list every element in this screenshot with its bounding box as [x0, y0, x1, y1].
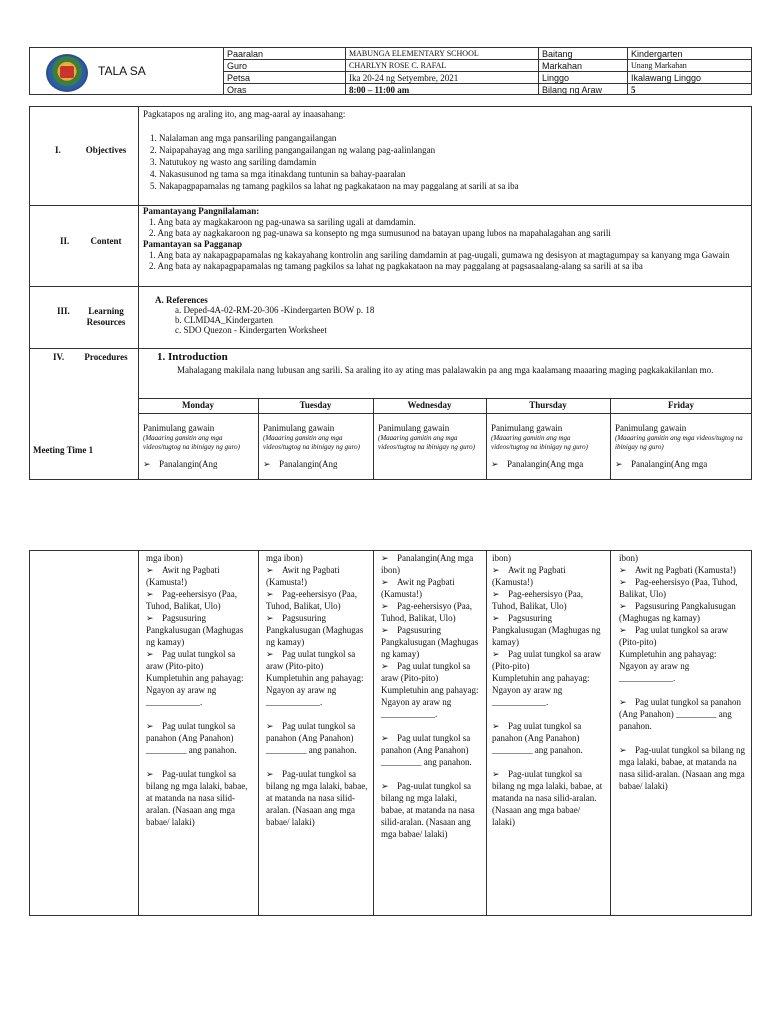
procedures-label: Procedures — [84, 352, 128, 362]
value-oras: 8:00 – 11:00 am — [349, 85, 410, 95]
activity-item: ➢ Pag uulat tungkol sa panahon (Ang Panahon) _________ ang panahon. — [619, 697, 741, 731]
content-paragraph: 2. Ang bata ay nagkakaroon ng pag-unawa sa konsepto ng mga sumusunod na batayan upang lubos na mapahalagahan ang sarili — [149, 228, 611, 238]
activity-item: ➢ Pagsusuring Pangkalusugan (Maghugas ng kamay) — [146, 613, 244, 647]
activity-item — [266, 708, 368, 720]
arrow-bullet-icon: ➢ — [266, 769, 274, 779]
activity-item: ➢ Pag-uulat tungkol sa bilang ng mga lalaki, babae, at matanda na nasa silid-aralan. (Nasaan ang mga babae/ lalaki) — [619, 745, 745, 791]
gawain-label: Panimulang gawain — [615, 423, 687, 433]
activity-item: ➢ Pag uulat tungkol sa araw (Pito-pito) — [492, 649, 601, 671]
objective-item: 5. Nakapagpapamalas ng tamang pagkilos sa lahat ng pagkakataon na may paggalang at sarili at sa iba — [159, 180, 747, 192]
arrow-bullet-icon: ➢ — [263, 459, 271, 469]
gawain-note: (Maaaring gamitin ang mga videos/tugtog na ibinigay ng guro) — [491, 434, 588, 451]
objectives-label: Objectives — [85, 145, 127, 155]
activity-item: ➢ Pag-uulat tungkol sa bilang ng mga lalaki, babae, at matanda na nasa silid-aralan. (Nasaan ang mga babae/ lalaki) — [492, 769, 603, 827]
arrow-bullet-icon: ➢ — [619, 565, 627, 575]
gawain-note: (Maaaring gamitin ang mga videos/tugtog na ibinigay ng guro) — [263, 434, 360, 451]
resources-label-2: Resources — [86, 317, 126, 327]
label-bilang-ng-araw: Bilang ng Araw — [542, 85, 603, 95]
activity-item: ➢ Pag uulat tungkol sa araw (Pito-pito) — [266, 649, 356, 671]
content-number: II. — [60, 236, 70, 246]
reference-item: a. Deped-4A-02-RM-20-306 -Kindergarten BOW p. 18 — [175, 305, 375, 315]
content-paragraph: 1. Ang bata ay magkakaroon ng pag-unawa sa sariling ugali at damdamin. — [149, 217, 416, 227]
arrow-bullet-icon: ➢ — [381, 733, 389, 743]
label-linggo: Linggo — [542, 73, 570, 83]
gawain-label: Panimulang gawain — [378, 423, 450, 433]
label-baitang: Baitang — [542, 49, 573, 59]
activity-item: ➢ Pag uulat tungkol sa araw (Pito-pito) — [381, 661, 471, 683]
activity-item: ➢ Pag-eehersisyo (Paa, Tuhod, Balikat, Ulo) — [381, 601, 472, 623]
arrow-bullet-icon: ➢ — [492, 649, 500, 659]
activity-item: ➢ Pag-uulat tungkol sa bilang ng mga lalaki, babae, at matanda na nasa silid-aralan. (Nasaan ang mga babae/ lalaki) — [146, 769, 248, 827]
wednesday-start-cell — [375, 422, 485, 452]
arrow-bullet-icon: ➢ — [381, 661, 389, 671]
label-guro: Guro — [227, 61, 248, 71]
day-tuesday: Tuesday — [299, 400, 332, 410]
activity-item — [266, 756, 368, 768]
value-guro: CHARLYN ROSE C. RAFAL — [349, 61, 447, 70]
activity-item: mga ibon) — [146, 553, 183, 563]
activity-item — [619, 684, 747, 696]
content-paragraph: 2. Ang bata ay nakapagpapamalas ng tamang pagkilos sa lahat ng pagkakataon na may paggalang at pagsasaalang-alang sa sarili at sa iba — [149, 261, 643, 271]
arrow-bullet-icon: ➢ — [146, 721, 154, 731]
value-bilang-ng-araw: 5 — [631, 85, 636, 95]
day-wednesday: Wednesday — [407, 400, 452, 410]
activity-item — [619, 732, 747, 744]
activity-item: ➢ Pag-uulat tungkol sa bilang ng mga lalaki, babae, at matanda na nasa silid-aralan. (Nasaan ang mga babae/ lalaki) — [266, 769, 368, 827]
activity-item: ➢ Awit ng Pagbati (Kamusta!) — [266, 565, 340, 587]
content-heading-2: Pamantayan sa Pagganap — [143, 239, 243, 249]
introduction-text: Mahalagang makilala nang lubusan ang sarili. Sa araling ito ay ating mas palalawakin pa ang mga kaalamang maaaring maging pagkakakilanlan mo. — [177, 365, 714, 375]
meeting-time-label: Meeting Time 1 — [33, 445, 94, 455]
label-oras: Oras — [227, 85, 247, 95]
header-title: TALA SA — [98, 64, 146, 78]
value-linggo: Ikalawang Linggo — [631, 73, 702, 83]
activity-item — [492, 756, 605, 768]
day-monday: Monday — [181, 400, 214, 410]
day-friday: Friday — [668, 400, 694, 410]
arrow-bullet-icon: ➢ — [146, 649, 154, 659]
arrow-bullet-icon: ➢ — [492, 613, 500, 623]
school-logo — [46, 54, 88, 92]
arrow-bullet-icon: ➢ — [619, 577, 627, 587]
activity-item — [146, 708, 252, 720]
activity-item: ➢ Pagsusuring Pangkalusugan (Maghugas ng kamay) — [619, 601, 736, 623]
introduction-title: 1. Introduction — [157, 351, 228, 363]
arrow-bullet-icon: ➢ — [381, 577, 389, 587]
resources-label-1: Learning — [88, 306, 124, 316]
activity-item: ➢ Awit ng Pagbati (Kamusta!) — [146, 565, 220, 587]
reference-item: c. SDO Quezon - Kindergarten Worksheet — [175, 325, 327, 335]
gawain-note: (Maaaring gamitin ang mga videos/tugtog na ibinigay ng guro) — [378, 434, 475, 451]
references-heading: A. References — [155, 295, 208, 305]
objectives-intro: Pagkatapos ng araling ito, ang mag-aaral ay inaasahang: — [143, 109, 346, 119]
arrow-bullet-icon: ➢ — [266, 721, 274, 731]
objective-item: 4. Nakasusunod ng tama sa mga itinakdang tuntunin sa bahay-paaralan — [159, 168, 747, 180]
arrow-bullet-icon: ➢ — [491, 459, 499, 469]
label-petsa: Petsa — [227, 73, 251, 83]
activity-item: ➢ Pag uulat tungkol sa panahon (Ang Panahon) _________ ang panahon. — [266, 721, 357, 755]
value-markahan: Unang Markahan — [631, 61, 687, 70]
arrow-bullet-icon: ➢ — [266, 613, 274, 623]
value-paaralan: MABUNGA ELEMENTARY SCHOOL — [349, 49, 479, 58]
monday-activities — [143, 552, 255, 828]
activity-item: Kumpletuhin ang pahayag: Ngayon ay araw ng ____________. — [266, 673, 364, 707]
arrow-bullet-icon: ➢ — [619, 745, 627, 755]
friday-start-cell: Panimulang gawain (Maaaring gamitin ang mga videos/tugtog na ibinigay ng guro) ➢ Panalangin(Ang mga — [612, 422, 750, 470]
activity-item: ➢ Pag uulat tungkol sa araw (Pito-pito) — [619, 625, 728, 647]
activity-item: ➢ Pagsusuring Pangkalusugan (Maghugas ng kamay) — [266, 613, 364, 647]
thursday-start-cell: Panimulang gawain (Maaaring gamitin ang mga videos/tugtog na ibinigay ng guro) ➢ Panalangin(Ang mga — [488, 422, 609, 470]
arrow-bullet-icon: ➢ — [143, 459, 151, 469]
arrow-bullet-icon: ➢ — [266, 589, 274, 599]
tuesday-start-cell: Panimulang gawain (Maaaring gamitin ang mga videos/tugtog na ibinigay ng guro) ➢ Panalangin(Ang — [260, 422, 372, 470]
arrow-bullet-icon: ➢ — [381, 553, 389, 563]
activity-item: ➢ Pag uulat tungkol sa panahon (Ang Panahon) _________ ang panahon. — [381, 733, 472, 767]
arrow-bullet-icon: ➢ — [381, 625, 389, 635]
tuesday-activities — [263, 552, 371, 828]
activity-item: ➢ Pagsusuring Pangkalusugan (Maghugas ng kamay) — [492, 613, 601, 647]
gawain-note: (Maaaring gamitin ang mga videos/tugtog na ibinigay ng guro) — [615, 434, 743, 451]
content-text — [140, 206, 750, 272]
activity-item — [146, 756, 252, 768]
gawain-label: Panimulang gawain — [143, 423, 215, 433]
content-label: Content — [90, 236, 122, 246]
activity-item: Kumpletuhin ang pahayag: Ngayon ay araw ng ____________. — [146, 673, 244, 707]
resources-content — [152, 295, 742, 335]
activity-item — [381, 768, 481, 780]
activity-item: ➢ Pag uulat tungkol sa panahon (Ang Panahon) _________ ang panahon. — [146, 721, 237, 755]
arrow-bullet-icon: ➢ — [146, 589, 154, 599]
activity-item: Kumpletuhin ang pahayag: Ngayon ay araw ng ____________. — [492, 673, 590, 707]
arrow-bullet-icon: ➢ — [492, 589, 500, 599]
activity-item — [381, 720, 481, 732]
activity-item: ibon) — [492, 553, 511, 563]
procedures-number: IV. — [53, 352, 65, 362]
objective-item: 2. Naipapahayag ang mga sariling pangangailangan ng walang pag-aalinlangan — [159, 144, 747, 156]
arrow-bullet-icon: ➢ — [615, 459, 623, 469]
gawain-label: Panimulang gawain — [491, 423, 563, 433]
introduction-block — [154, 350, 750, 376]
activity-item: ➢ Awit ng Pagbati (Kamusta!) — [381, 577, 455, 599]
arrow-bullet-icon: ➢ — [266, 565, 274, 575]
value-petsa: Ika 20-24 ng Setyembre, 2021 — [349, 73, 459, 83]
activity-item: ➢ Pag-eehersisyo (Paa, Tuhod, Balikat, Ulo) — [146, 589, 237, 611]
activity-item — [492, 708, 605, 720]
thursday-activities — [489, 552, 608, 828]
arrow-bullet-icon: ➢ — [619, 601, 627, 611]
arrow-bullet-icon: ➢ — [619, 625, 627, 635]
arrow-bullet-icon: ➢ — [381, 781, 389, 791]
activity-item: ibon) — [619, 553, 638, 563]
objective-item: 3. Natutukoy ng wasto ang sariling damdamin — [159, 156, 747, 168]
activity-item: ➢ Pag uulat tungkol sa araw (Pito-pito) — [146, 649, 236, 671]
content-paragraph: 1. Ang bata ay nakapagpapamalas ng kakayahang kontrolin ang sariling damdamin at pag-uugali, gumawa ng desisyon at magtagumpay sa kanyang mga Gawain — [149, 250, 730, 260]
activity-item: ➢ Pag uulat tungkol sa panahon (Ang Panahon) _________ ang panahon. — [492, 721, 583, 755]
content-heading-1: Pamantayang Pangnilalaman: — [143, 206, 260, 216]
arrow-bullet-icon: ➢ — [492, 721, 500, 731]
arrow-bullet-icon: ➢ — [146, 565, 154, 575]
activity-item: mga ibon) — [266, 553, 303, 563]
wednesday-activities — [378, 552, 484, 840]
activity-item: Kumpletuhin ang pahayag: Ngayon ay araw ng ____________. — [381, 685, 479, 719]
activity-item: ➢ Pagsusuring Pangkalusugan (Maghugas ng kamay) — [381, 625, 479, 659]
label-paaralan: Paaralan — [227, 49, 264, 59]
gawain-label: Panimulang gawain — [263, 423, 335, 433]
activity-item: ➢ Pag-eehersisyo (Paa, Tuhod, Balikat, Ulo) — [619, 577, 738, 599]
arrow-bullet-icon: ➢ — [146, 769, 154, 779]
arrow-bullet-icon: ➢ — [492, 565, 500, 575]
objective-item: 1. Nalalaman ang mga pansariling pangangailangan — [159, 132, 747, 144]
activity-item: ➢ Panalangin(Ang mga ibon) — [381, 553, 474, 575]
gawain-note: (Maaaring gamitin ang mga videos/tugtog na ibinigay ng guro) — [143, 434, 240, 451]
friday-activities — [616, 552, 750, 792]
arrow-bullet-icon: ➢ — [381, 601, 389, 611]
value-baitang: Kindergarten — [631, 49, 683, 59]
activity-item: ➢ Awit ng Pagbati (Kamusta!) — [619, 565, 736, 575]
activity-item: ➢ Pag-eehersisyo (Paa, Tuhod, Balikat, Ulo) — [492, 589, 583, 611]
day-thursday: Thursday — [529, 400, 567, 410]
arrow-bullet-icon: ➢ — [492, 769, 500, 779]
arrow-bullet-icon: ➢ — [619, 697, 627, 707]
reference-item: b. CLMD4A_Kindergarten — [175, 315, 273, 325]
objectives-number: I. — [55, 145, 61, 155]
activity-item: Kumpletuhin ang pahayag: Ngayon ay araw ng ____________. — [619, 649, 717, 683]
activity-item: ➢ Pag-eehersisyo (Paa, Tuhod, Balikat, Ulo) — [266, 589, 357, 611]
monday-start-cell: Panimulang gawain (Maaaring gamitin ang mga videos/tugtog na ibinigay ng guro) ➢ Panalangin(Ang — [140, 422, 256, 470]
resources-number: III. — [57, 306, 70, 316]
label-markahan: Markahan — [542, 61, 583, 71]
arrow-bullet-icon: ➢ — [266, 649, 274, 659]
activity-item: ➢ Pag-uulat tungkol sa bilang ng mga lalaki, babae, at matanda na nasa silid-aralan. (Nasaan ang mga babae/ lalaki) — [381, 781, 475, 839]
arrow-bullet-icon: ➢ — [146, 613, 154, 623]
objectives-content — [140, 108, 750, 192]
activity-item: ➢ Awit ng Pagbati (Kamusta!) — [492, 565, 566, 587]
